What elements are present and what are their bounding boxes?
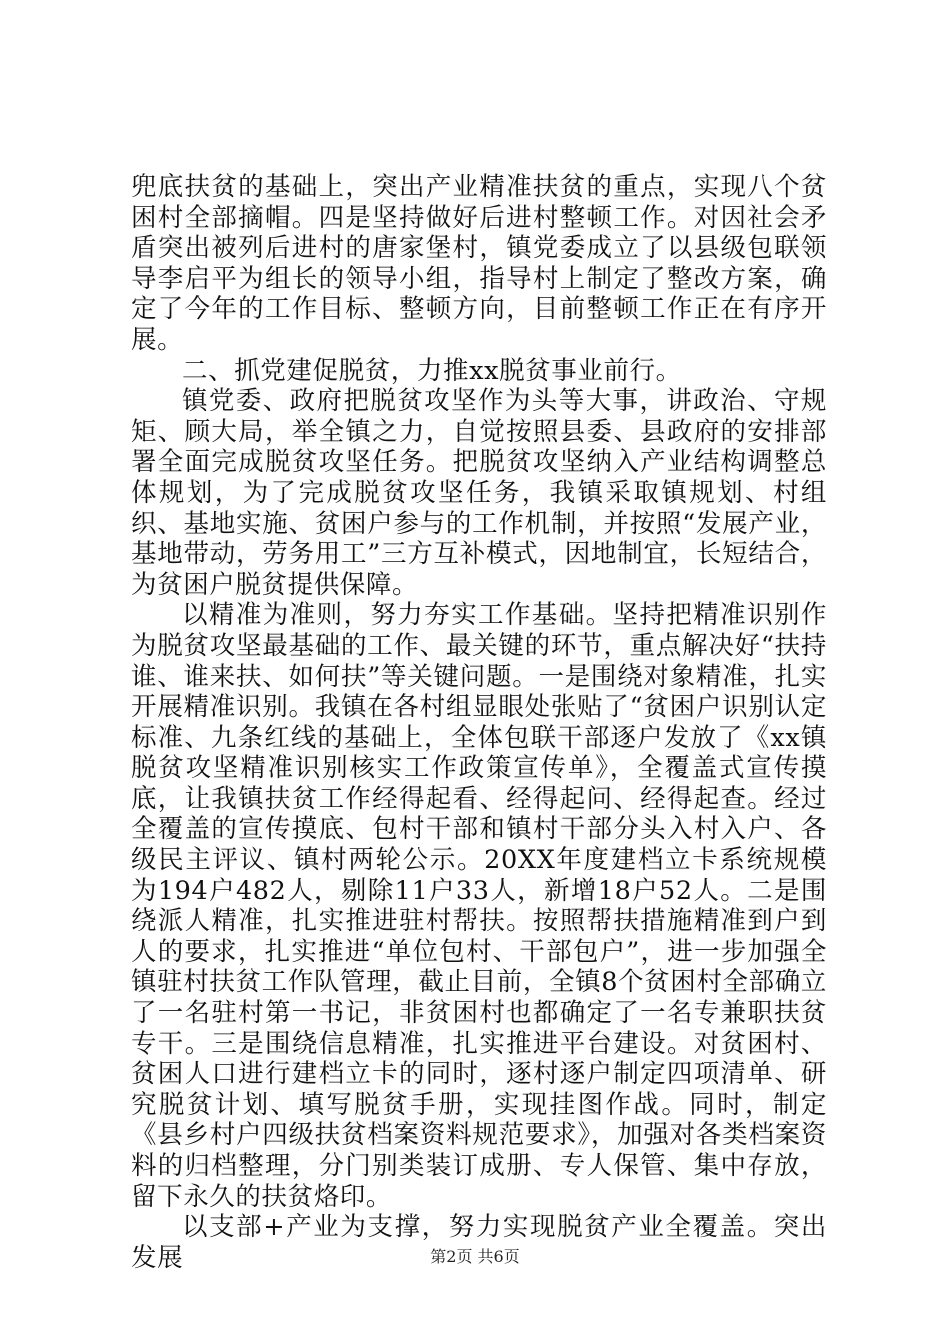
paragraph-branch-industry: 以支部+产业为支撑，努力实现脱贫产业全覆盖。突出发展: [131, 1212, 827, 1273]
section-heading: 二、抓党建促脱贫，力推xx脱贫事业前行。: [182, 355, 682, 386]
paragraph-party-committee: 镇党委、政府把脱贫攻坚作为头等大事，讲政治、守规矩、顾大局，举全镇之力，自觉按照县委、县政府的安排部署全面完成脱贫攻坚任务。把脱贫攻坚纳入产业结构调整总体规划，为了完成脱贫攻坚任务，我镇采取镇规划、村组织、基地实施、贫困户参与的工作机制，并按照“发展产业，基地带动，劳务用工”三方互补模式，因地制宜，长短结合，为贫困户脱贫提供保障。: [131, 386, 827, 600]
document-body: [131, 172, 827, 1273]
paragraph-precision-identification: 以精准为准则，努力夯实工作基础。坚持把精准识别作为脱贫攻坚最基础的工作、最关键的环节，重点解决好“扶持谁、谁来扶、如何扶”等关键问题。一是围绕对象精准，扎实开展精准识别。我镇在各村组显眼处张贴了“贫困户识别认定标准、九条红线的基础上，全体包联干部逐户发放了《xx镇脱贫攻坚精准识别核实工作政策宣传单》，全覆盖式宣传摸底，让我镇扶贫工作经得起看、经得起问、经得起查。经过全覆盖的宣传摸底、包村干部和镇村干部分头入村入户、各级民主评议、镇村两轮公示。20XX年度建档立卡系统规模为194户482人，剔除11户33人，新增18户52人。二是围绕派人精准，扎实推进驻村帮扶。按照帮扶措施精准到户到人的要求，扎实推进“单位包村、干部包户”，进一步加强全镇驻村扶贫工作队管理，截止目前，全镇8个贫困村全部确立了一名驻村第一书记，非贫困村也都确定了一名专兼职扶贫专干。三是围绕信息精准，扎实推进平台建设。对贫困村、贫困人口进行建档立卡的同时，逐村逐户制定四项清单、研究脱贫计划、填写脱贫手册，实现挂图作战。同时，制定《县乡村户四级扶贫档案资料规范要求》，加强对各类档案资料的归档整理，分门别类装订成册、专人保管、集中存放，留下永久的扶贫烙印。: [131, 600, 827, 1212]
page-footer: 第2页 共6页: [430, 1247, 520, 1266]
paragraph-continuation: 兜底扶贫的基础上，突出产业精准扶贫的重点，实现八个贫困村全部摘帽。四是坚持做好后进村整顿工作。对因社会矛盾突出被列后进村的唐家堡村，镇党委成立了以县级包联领导李启平为组长的领导小组，指导村上制定了整改方案，确定了今年的工作目标、整顿方向，目前整顿工作正在有序开展。: [131, 172, 827, 355]
